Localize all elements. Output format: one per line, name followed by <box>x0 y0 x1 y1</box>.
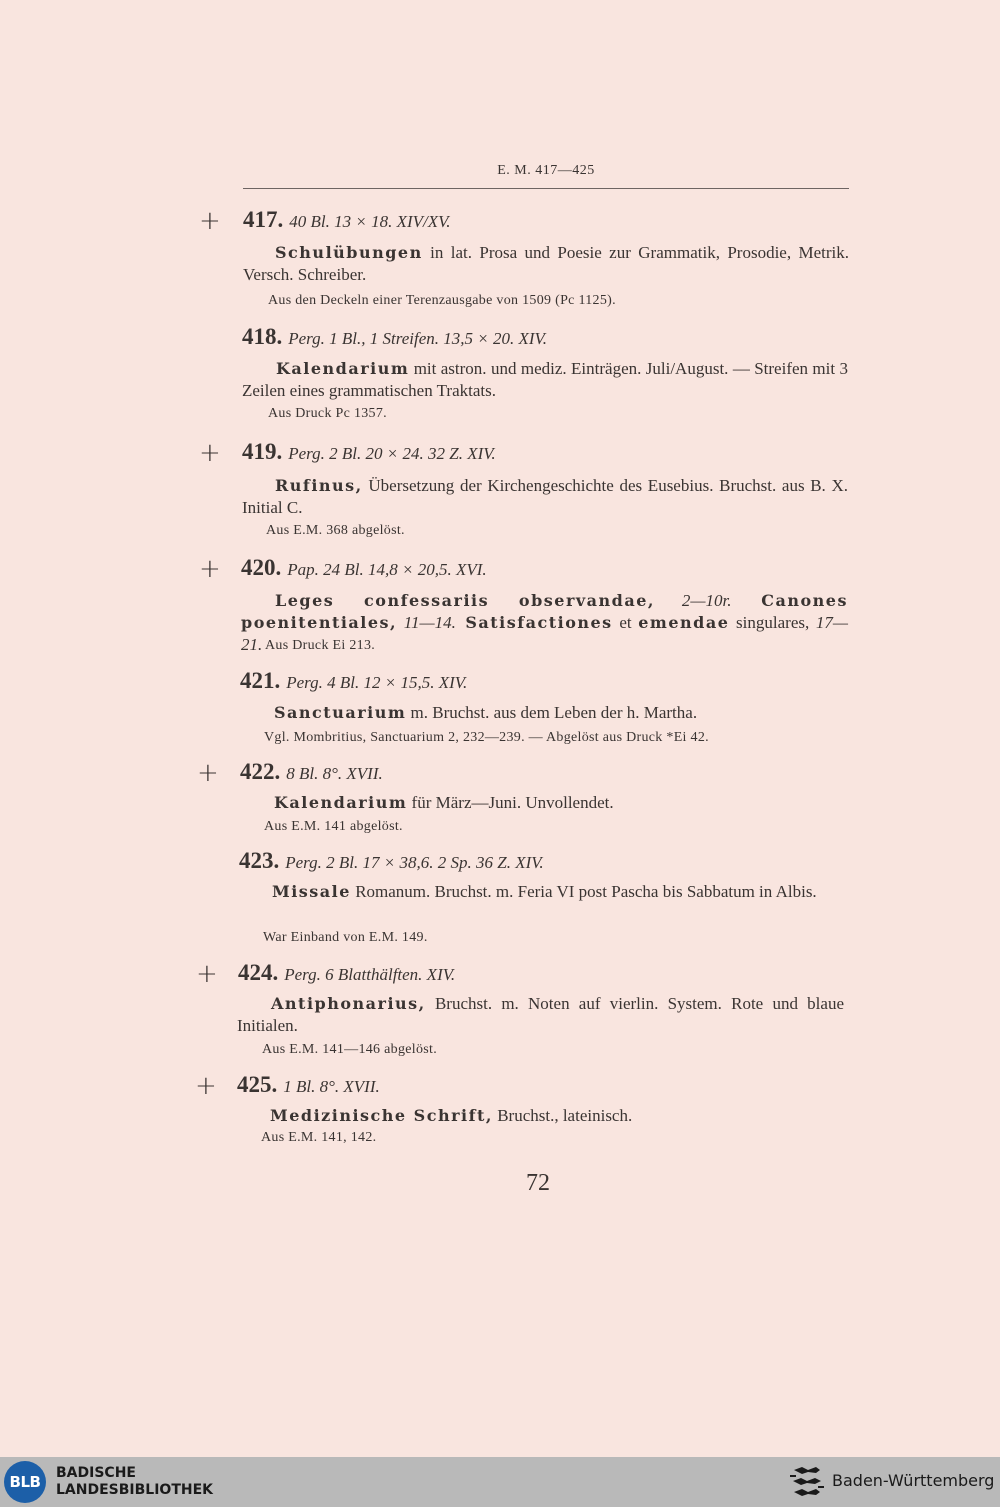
entry-number: 420. <box>241 555 282 580</box>
entry-description <box>240 792 848 814</box>
entry-number: 422. <box>240 759 281 784</box>
entry-number: 417. <box>243 207 284 232</box>
entry-heading <box>242 325 547 351</box>
entry-plus-mark: + <box>199 554 221 584</box>
entry-text: mit astron. und mediz. Einträgen. Juli/August. — Streifen mit 3 Zeilen eines grammatischen Traktats. <box>242 359 848 400</box>
entry-number: 419. <box>242 439 283 464</box>
entry-description <box>237 993 844 1037</box>
entry-note: Vgl. Mombritius, Sanctuarium 2, 232—239. — Abgelöst aus Druck *Ei 42. <box>264 730 709 745</box>
entry-description <box>243 242 849 286</box>
entry-number: 418. <box>242 324 283 349</box>
entry-description <box>240 702 848 724</box>
state-coat-of-arms-icon <box>790 1464 824 1502</box>
entry-folio-range: 2—10r. <box>654 591 732 610</box>
entry-heading <box>241 556 487 582</box>
entry-meta: Perg. 6 Blatthälften. XIV. <box>284 965 456 984</box>
entry-keyword: Schulübungen <box>275 243 423 262</box>
entry-description <box>242 475 848 519</box>
entry-keyword: Kalendarium <box>276 359 410 378</box>
entry-number: 425. <box>237 1072 278 1097</box>
footer-bar <box>0 1457 1000 1507</box>
entry-heading <box>242 440 496 466</box>
entry-heading <box>240 669 467 695</box>
entry-keyword: Satisfactiones <box>455 613 613 632</box>
entry-keyword: Sanctuarium <box>274 703 407 722</box>
entry-text: et <box>612 613 639 632</box>
entry-meta: Perg. 1 Bl., 1 Streifen. 13,5 × 20. XIV. <box>288 329 547 348</box>
entry-meta: 8 Bl. 8°. XVII. <box>286 764 383 783</box>
entry-text: Romanum. Bruchst. m. Feria VI post Pascha bis Sabbatum in Albis. <box>350 882 817 901</box>
entry-heading <box>238 961 455 987</box>
entry-description <box>236 1105 843 1127</box>
entry-plus-mark: + <box>197 758 219 788</box>
library-name-line1: BADISCHE <box>56 1465 136 1481</box>
entry-meta: Perg. 2 Bl. 20 × 24. 32 Z. XIV. <box>288 444 496 463</box>
entry-folio-range: 17—21. <box>241 613 848 654</box>
entry-number: 423. <box>239 848 280 873</box>
blb-logo[interactable]: BLB <box>4 1461 46 1503</box>
entry-keyword: Kalendarium <box>274 793 408 812</box>
header-rule <box>243 188 849 189</box>
entry-plus-mark: + <box>199 438 221 468</box>
entry-plus-mark: + <box>195 1071 217 1101</box>
entry-keyword: Canones poenitentiales, <box>241 591 848 632</box>
entry-note: Aus E.M. 141 abgelöst. <box>264 819 403 834</box>
entry-description <box>238 881 845 903</box>
entry-note: War Einband von E.M. 149. <box>263 930 428 945</box>
entry-folio-range: 11—14. <box>397 613 456 632</box>
entry-note: Aus E.M. 141—146 abgelöst. <box>262 1042 438 1057</box>
library-name-line2: LANDESBIBLIOTHEK <box>56 1482 214 1498</box>
entry-number: 424. <box>238 960 279 985</box>
entry-meta: Pap. 24 Bl. 14,8 × 20,5. XVI. <box>287 560 487 579</box>
entry-keyword: Rufinus, <box>275 476 363 495</box>
entry-text: m. Bruchst. aus dem Leben der h. Martha. <box>406 703 698 722</box>
entry-note: Aus Druck Pc 1357. <box>268 406 387 421</box>
library-name[interactable] <box>56 1465 213 1499</box>
entry-text: für März—Juni. Unvollendet. <box>407 793 614 812</box>
entry-heading <box>237 1073 380 1099</box>
entry-note: Aus Druck Ei 213. <box>265 638 376 653</box>
entry-text: Bruchst., lateinisch. <box>492 1106 633 1125</box>
entry-keyword: Leges confessariis observandae, <box>275 591 655 610</box>
page-number: 72 <box>526 1170 550 1196</box>
entry-meta: Perg. 2 Bl. 17 × 38,6. 2 Sp. 36 Z. XIV. <box>285 853 544 872</box>
entry-keyword: Medizinische Schrift, <box>270 1106 493 1125</box>
entry-heading <box>240 760 383 786</box>
entry-text: singulares, <box>729 613 810 632</box>
entry-plus-mark: + <box>196 959 218 989</box>
entry-meta: 40 Bl. 13 × 18. XIV/XV. <box>289 212 451 231</box>
entry-keyword: Antiphonarius, <box>271 994 426 1013</box>
entry-keyword: Missale <box>272 882 351 901</box>
entry-text: in lat. Prosa und Poesie zur Grammatik, Prosodie, Metrik. Versch. Schreiber. <box>243 243 849 284</box>
entry-meta: Perg. 4 Bl. 12 × 15,5. XIV. <box>286 673 468 692</box>
entry-heading <box>243 208 451 234</box>
entry-number: 421. <box>240 668 281 693</box>
entry-keyword: emendae <box>638 613 730 632</box>
entry-note: Aus E.M. 141, 142. <box>261 1130 377 1145</box>
entry-description <box>242 358 848 402</box>
entry-heading <box>239 849 544 875</box>
entry-note: Aus den Deckeln einer Terenzausgabe von 1509 (Pc 1125). <box>268 293 616 308</box>
entry-note: Aus E.M. 368 abgelöst. <box>266 523 405 538</box>
entry-meta: 1 Bl. 8°. XVII. <box>283 1077 380 1096</box>
entry-text: Bruchst. m. Noten auf vierlin. System. Rote und blaue Initialen. <box>237 994 844 1035</box>
running-header: E. M. 417—425 <box>497 163 595 178</box>
entry-text: Übersetzung der Kirchengeschichte des Eusebius. Bruchst. aus B. X. Initial C. <box>242 476 848 517</box>
entry-plus-mark: + <box>199 206 221 236</box>
state-name[interactable]: Baden-Württemberg <box>832 1471 995 1490</box>
